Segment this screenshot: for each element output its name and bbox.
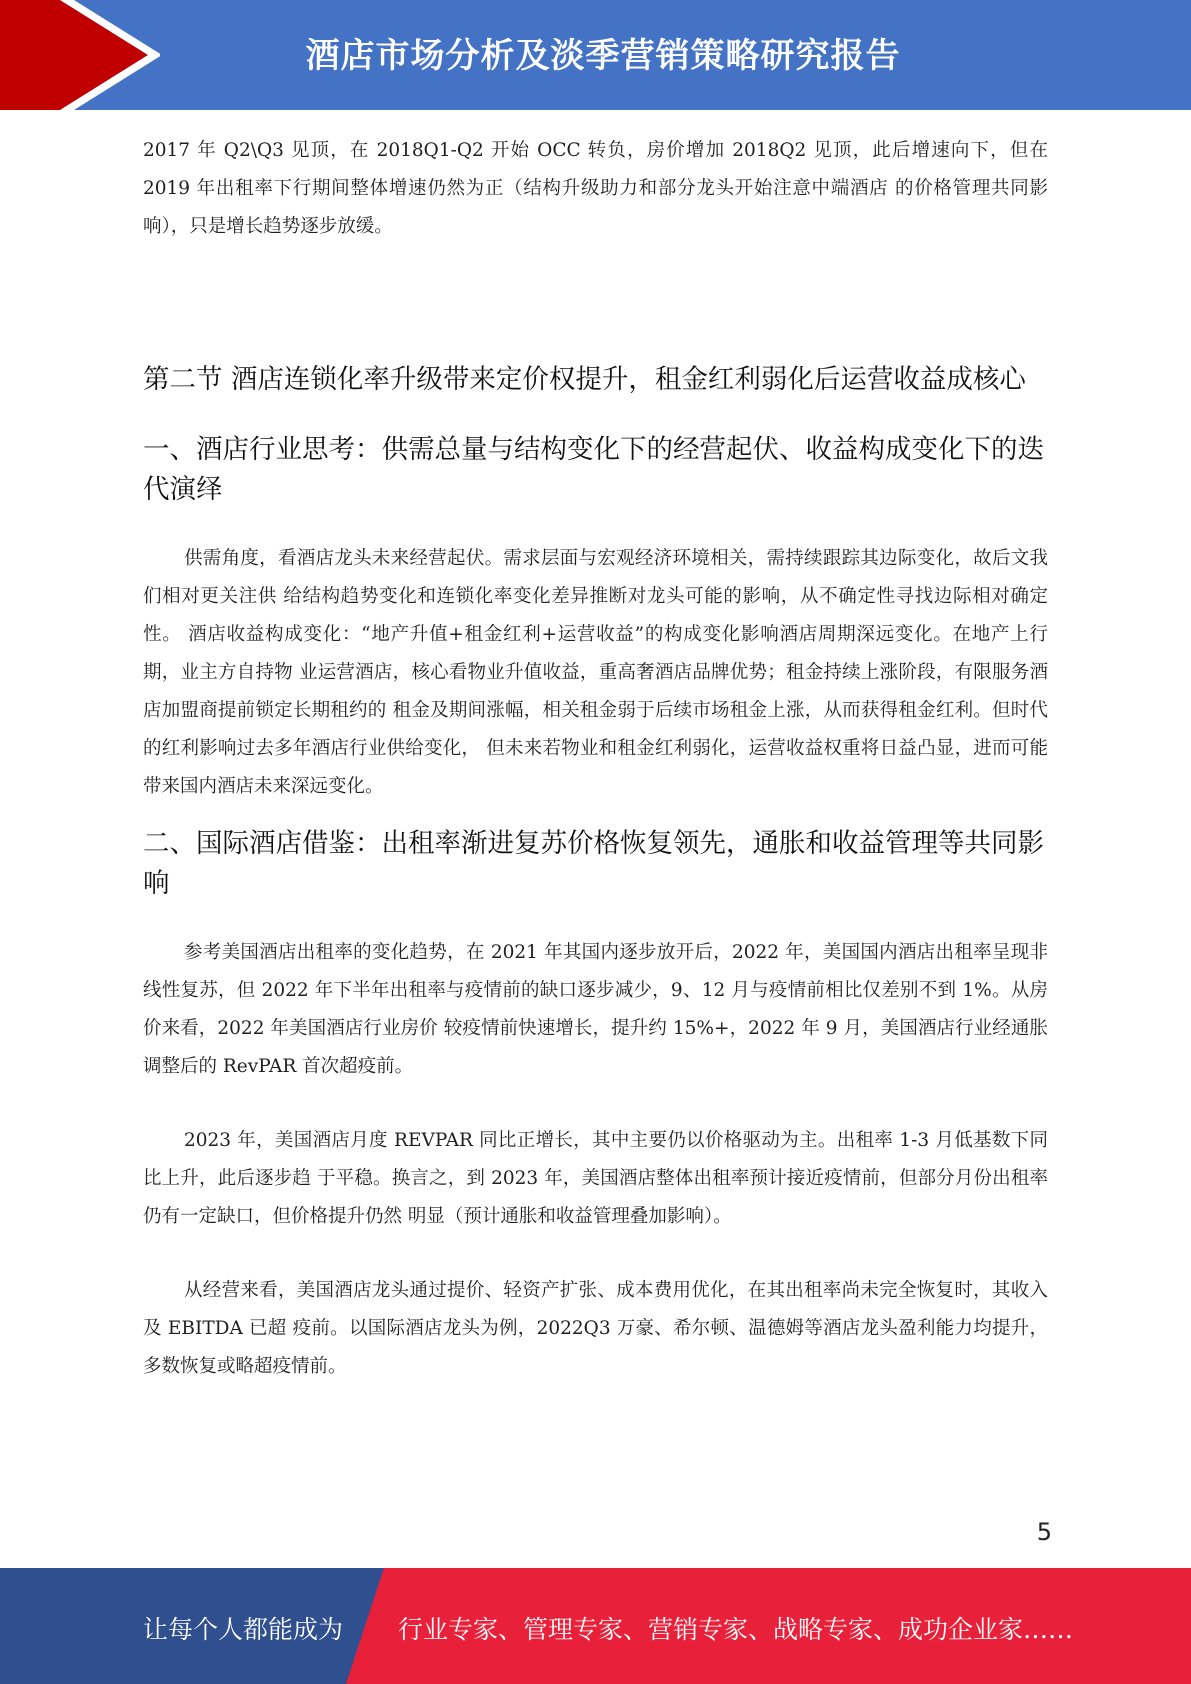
document-title: 酒店市场分析及淡季营销策略研究报告 bbox=[305, 36, 901, 76]
section-title: 第二节 酒店连锁化率升级带来定价权提升，租金红利弱化后运营收益成核心 bbox=[143, 364, 1026, 395]
paragraph-operations: 从经营来看，美国酒店龙头通过提价、轻资产扩张、成本费用优化，在其出租率尚未完全恢复时，其收入及 EBITDA 已超 疫前。以国际酒店龙头为例，2022Q3 万豪、希尔顿、温德姆等酒店龙头盈利能力均提升，多数恢复或略超疫情前。 bbox=[143, 1280, 1048, 1377]
paragraph-supply-demand: 供需角度，看酒店龙头未来经营起伏。需求层面与宏观经济环境相关，需持续跟踪其边际变化，故后文我们相对更关注供 给结构趋势变化和连锁化率变化差异推断对龙头可能的影响，从不确定性寻找边际相对确定性。 酒店收益构成变化：“地产升值+租金红利+运营收益”的构成变化影响酒店周期深远变化。在地产上行期，业主方自持物 业运营酒店，核心看物业升值收益，重高奢酒店品牌优势；租金持续上涨阶段，有限服务酒店加盟商提前锁定长期租约的 租金及期间涨幅，相关租金弱于后续市场租金上涨，从而获得租金红利。但时代的红利影响过去多年酒店行业供给变化， 但未来若物业和租金红利弱化，运营收益权重将日益凸显，进而可能带来国内酒店未来深远变化。 bbox=[143, 548, 1048, 797]
footer-slogan-right: 行业专家、管理专家、营销专家、战略专家、成功企业家…… bbox=[398, 1615, 1074, 1644]
page-footer bbox=[0, 1568, 1191, 1684]
page-body bbox=[143, 132, 1048, 1386]
footer-slogan-left: 让每个人都能成为 bbox=[143, 1615, 344, 1644]
intro-paragraph: 2017 年 Q2\Q3 见顶，在 2018Q1-Q2 开始 OCC 转负，房价增加 2018Q2 见顶，此后增速向下，但在 2019 年出租率下行期间整体增速仍然为正（结构升级助力和部分龙头开始注意中端酒店 的价格管理共同影响），只是增长趋势逐步放缓。 bbox=[143, 140, 1048, 237]
page-number: 5 bbox=[1036, 1518, 1052, 1546]
paragraph-us-occupancy: 参考美国酒店出租率的变化趋势，在 2021 年其国内逐步放开后，2022 年，美国国内酒店出租率呈现非线性复苏，但 2022 年下半年出租率与疫情前的缺口逐步减少，9、12 月与疫情前相比仅差别不到 1%。从房价来看，2022 年美国酒店行业房价 较疫情前快速增长，提升约 15%+，2022 年 9 月，美国酒店行业经通胀调整后的 RevPAR 首次超疫前。 bbox=[143, 942, 1048, 1077]
page-header bbox=[0, 0, 1191, 110]
heading-industry-thinking: 一、酒店行业思考：供需总量与结构变化下的经营起伏、收益构成变化下的迭代演绎 bbox=[143, 434, 1044, 505]
paragraph-2023-revpar: 2023 年，美国酒店月度 REVPAR 同比正增长，其中主要仍以价格驱动为主。出租率 1-3 月低基数下同比上升，此后逐步趋 于平稳。换言之，到 2023 年，美国酒店整体出租率预计接近疫情前，但部分月份出租率仍有一定缺口，但价格提升仍然 明显（预计通胀和收益管理叠加影响）。 bbox=[143, 1130, 1048, 1227]
heading-international-reference: 二、国际酒店借鉴：出租率渐进复苏价格恢复领先，通胀和收益管理等共同影响 bbox=[143, 828, 1044, 899]
